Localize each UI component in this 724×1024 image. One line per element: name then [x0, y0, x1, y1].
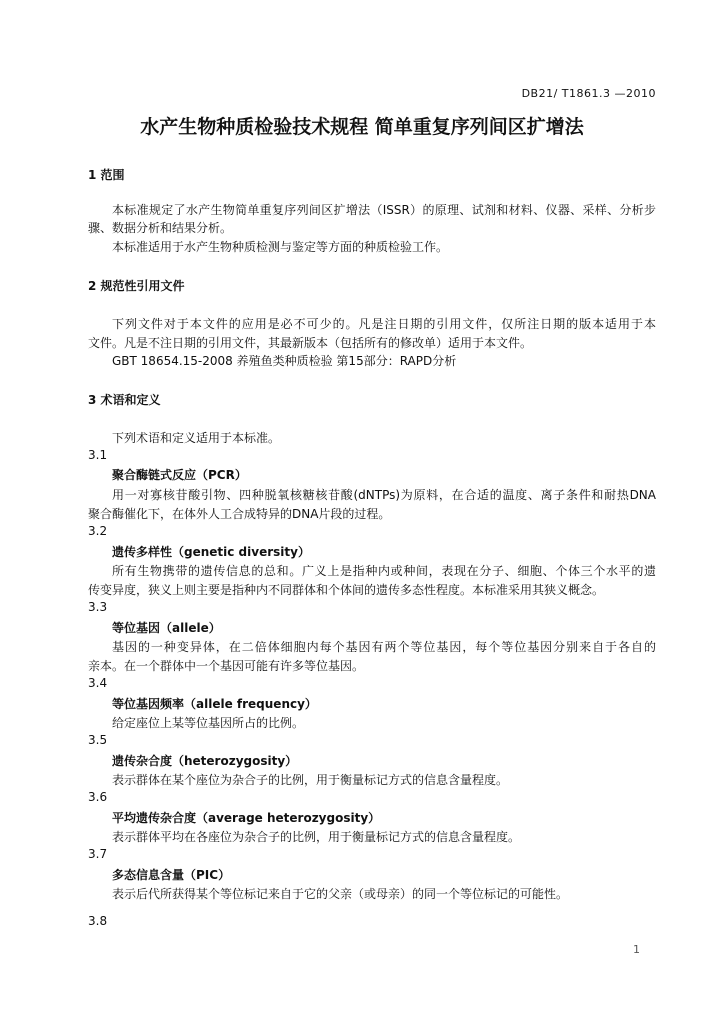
scope-paragraph-line: 骤、数据分析和结果分析。: [88, 221, 233, 235]
section-heading-scope: 1 范围: [88, 168, 125, 182]
term-title: 等位基因（allele）: [112, 621, 221, 635]
term-definition-line: 表示后代所获得某个等位标记来自于它的父亲（或母亲）的同一个等位标记的可能性。: [112, 887, 569, 901]
term-definition-line: 表示群体平均在各座位为杂合子的比例，用于衡量标记方式的信息含量程度。: [112, 830, 521, 844]
document-id: DB21/ T1861.3 —2010: [521, 87, 656, 100]
term-title: 多态信息含量（PIC）: [112, 868, 231, 882]
terms-intro: 下列术语和定义适用于本标准。: [112, 431, 281, 445]
term-title: 聚合酶链式反应（PCR）: [112, 468, 247, 482]
references-paragraph-line: 文件。凡是不注日期的引用文件，其最新版本（包括所有的修改单）适用于本文件。: [88, 336, 533, 350]
term-definition-line: 基因的一种变异体，在二倍体细胞内每个基因有两个等位基因，每个等位基因分别来自于各自的: [112, 640, 656, 654]
term-definition-line: 所有生物携带的遗传信息的总和。广义上是指种内或种间，表现在分子、细胞、个体三个水平的遗: [112, 564, 656, 578]
term-title: 遗传杂合度（heterozygosity）: [112, 754, 298, 768]
page-number: 1: [633, 943, 640, 956]
references-paragraph-line: 下列文件对于本文件的应用是必不可少的。凡是注日期的引用文件，仅所注日期的版本适用于本: [112, 317, 656, 331]
term-definition-line: 表示群体在某个座位为杂合子的比例，用于衡量标记方式的信息含量程度。: [112, 773, 509, 787]
term-title: 遗传多样性（genetic diversity）: [112, 545, 310, 559]
term-number: 3.3: [88, 600, 108, 614]
term-definition-line: 亲本。在一个群体中一个基因可能有许多等位基因。: [88, 659, 365, 673]
scope-paragraph-line: 本标准规定了水产生物简单重复序列间区扩增法（ISSR）的原理、试剂和材料、仪器、采样、分析步: [112, 203, 656, 217]
section-heading-normative-references: 2 规范性引用文件: [88, 279, 185, 293]
term-definition-line: 聚合酶催化下，在体外人工合成特异的DNA片段的过程。: [88, 507, 391, 521]
term-number: 3.8: [88, 914, 108, 928]
section-heading-terms: 3 术语和定义: [88, 393, 161, 407]
term-number: 3.2: [88, 524, 108, 538]
term-number: 3.4: [88, 676, 108, 690]
term-number: 3.7: [88, 847, 108, 861]
scope-paragraph: 本标准适用于水产生物种质检测与鉴定等方面的种质检验工作。: [112, 240, 449, 254]
term-definition-line: 给定座位上某等位基因所占的比例。: [112, 716, 305, 730]
term-definition-line: 传变异度，狭义上则主要是指种内不同群体和个体间的遗传多态性程度。本标准采用其狭义概念。: [88, 583, 605, 597]
document-title: 水产生物种质检验技术规程 简单重复序列间区扩增法: [140, 116, 584, 138]
term-number: 3.5: [88, 733, 108, 747]
term-title: 等位基因频率（allele frequency）: [112, 697, 317, 711]
reference-item: GBT 18654.15-2008 养殖鱼类种质检验 第15部分：RAPD分析: [112, 354, 457, 368]
term-title: 平均遗传杂合度（average heterozygosity）: [112, 811, 381, 825]
term-number: 3.6: [88, 790, 108, 804]
term-number: 3.1: [88, 448, 108, 462]
term-definition-line: 用一对寡核苷酸引物、四种脱氧核糖核苷酸(dNTPs)为原料，在合适的温度、离子条件和耐热DNA: [112, 488, 656, 502]
